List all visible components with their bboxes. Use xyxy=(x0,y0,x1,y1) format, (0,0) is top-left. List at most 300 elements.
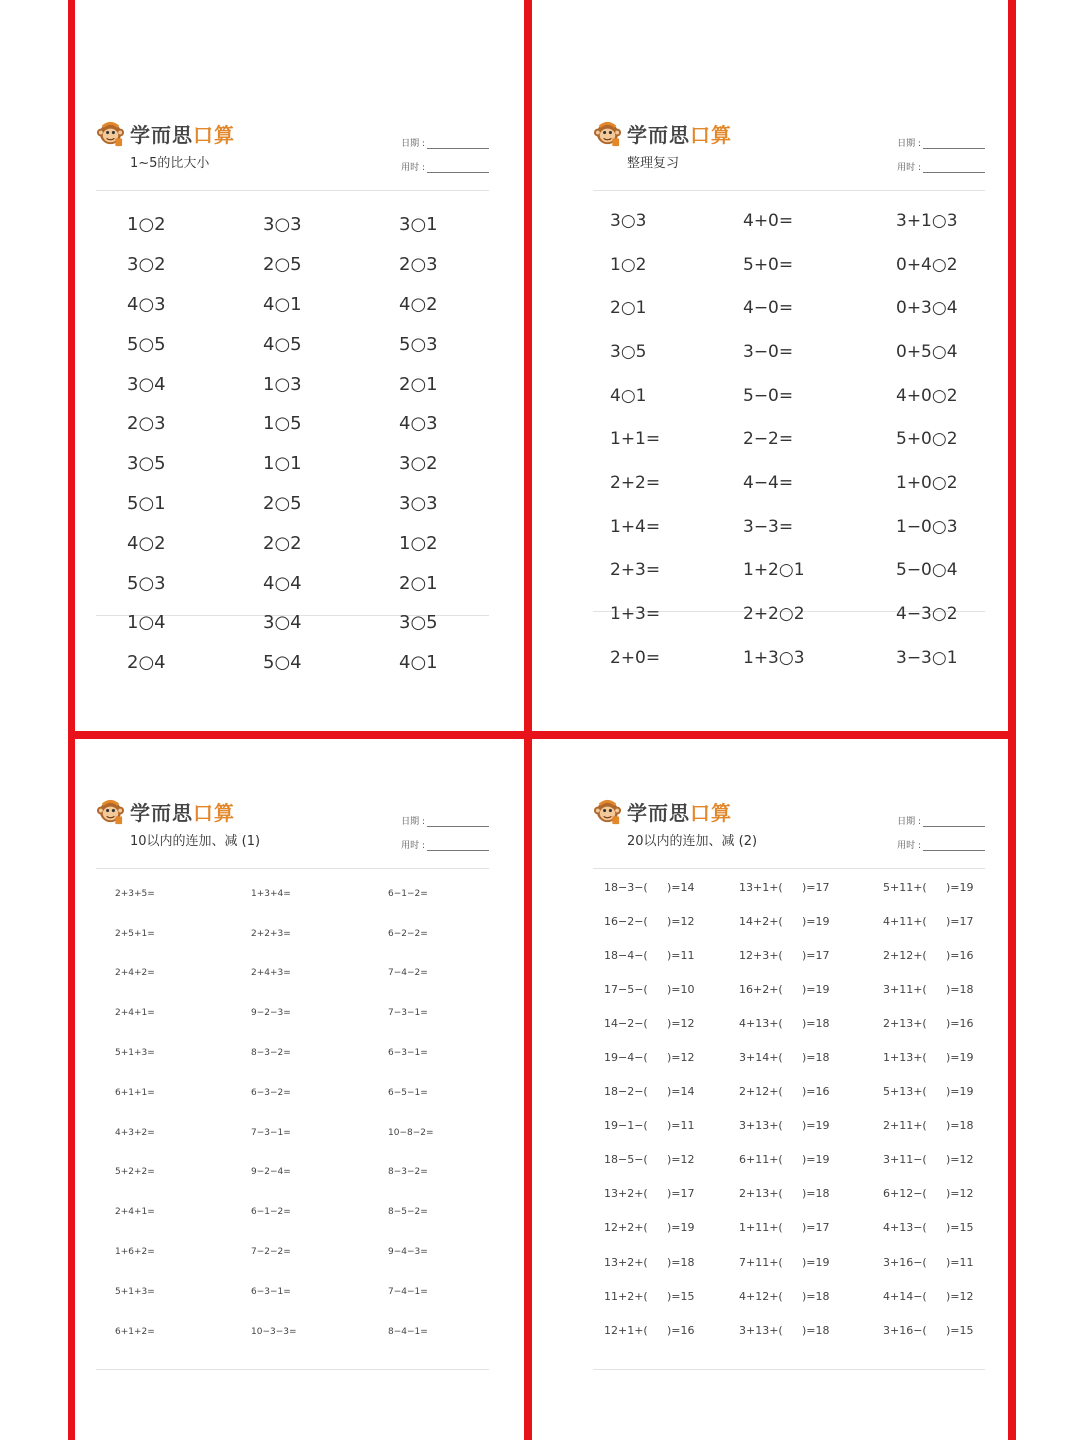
math-problem: 4○1 xyxy=(263,293,302,315)
math-problem: 4○5 xyxy=(263,333,302,355)
time-field xyxy=(897,149,985,173)
problem-row xyxy=(593,549,985,593)
problem-row xyxy=(96,324,489,364)
math-problem: 1+6+2= xyxy=(115,1247,155,1258)
problem-result: )=18 xyxy=(946,982,974,996)
math-problem: 3○2 xyxy=(127,254,166,276)
math-problem xyxy=(739,914,830,928)
math-problem: 2+3+5= xyxy=(115,888,155,899)
problem-result: )=17 xyxy=(802,948,830,962)
date-field-label: 日期 : xyxy=(897,817,921,827)
problem-expression: 4+13−( xyxy=(883,1221,927,1235)
problem-expression: 13+2+( xyxy=(604,1187,648,1201)
problem-result: )=19 xyxy=(802,1119,830,1133)
problem-expression: 12+1+( xyxy=(604,1323,648,1337)
math-problem xyxy=(739,1119,830,1133)
problem-result: )=11 xyxy=(946,1255,974,1269)
brand-name-main: 学而思 xyxy=(130,800,193,825)
math-problem: 3○5 xyxy=(610,341,647,362)
problem-result: )=12 xyxy=(946,1289,974,1303)
problem-row xyxy=(96,914,489,954)
math-problem: 2+2= xyxy=(610,472,661,493)
math-problem: 4+0= xyxy=(743,210,794,231)
problem-row xyxy=(593,1279,985,1313)
math-problem xyxy=(604,1016,695,1030)
math-problem xyxy=(739,1255,830,1269)
math-problem: 5○3 xyxy=(127,572,166,594)
math-problem: 3○3 xyxy=(610,210,647,231)
problem-result: )=14 xyxy=(667,880,695,894)
math-problem: 4−0= xyxy=(743,298,794,319)
problem-row xyxy=(96,1192,489,1232)
time-field-label: 用时 : xyxy=(897,163,921,173)
problem-row xyxy=(593,1143,985,1177)
worksheet-subtitle: 1~5的比大小 xyxy=(130,156,210,171)
monkey-mascot-icon xyxy=(593,797,622,826)
math-problem xyxy=(739,1016,830,1030)
time-field-label: 用时 : xyxy=(897,841,921,851)
date-field-label: 日期 : xyxy=(401,139,425,149)
math-problem: 5○5 xyxy=(127,333,166,355)
brand-name-accent: 口算 xyxy=(193,122,235,147)
problem-result: )=19 xyxy=(802,914,830,928)
math-problem: 3−3○1 xyxy=(896,647,958,668)
problem-result: )=11 xyxy=(667,1119,695,1133)
problem-row xyxy=(593,1040,985,1074)
problem-result: )=19 xyxy=(667,1221,695,1235)
problem-expression: 14−2−( xyxy=(604,1016,648,1030)
problem-row xyxy=(593,1109,985,1143)
math-problem: 4−3○2 xyxy=(896,604,958,625)
problem-row xyxy=(593,870,985,904)
math-problem: 2○3 xyxy=(399,254,438,276)
math-problem: 1+3+4= xyxy=(251,888,291,899)
date-field-blank-line xyxy=(427,138,489,149)
brand-name-accent: 口算 xyxy=(193,800,235,825)
time-field xyxy=(401,827,489,851)
problem-row xyxy=(96,954,489,994)
problem-expression: 18−4−( xyxy=(604,948,648,962)
math-problem xyxy=(883,982,974,996)
math-problem xyxy=(604,1085,695,1099)
problem-row xyxy=(593,1177,985,1211)
problem-result: )=16 xyxy=(802,1085,830,1099)
problem-expression: 18−2−( xyxy=(604,1085,648,1099)
problem-expression: 4+13+( xyxy=(739,1016,783,1030)
problem-expression: 18−3−( xyxy=(604,880,648,894)
math-problem: 4○4 xyxy=(263,572,302,594)
problem-row xyxy=(593,1245,985,1279)
time-field-label: 用时 : xyxy=(401,841,425,851)
problem-expression: 6+11+( xyxy=(739,1153,783,1167)
problem-expression: 2+11+( xyxy=(883,1119,927,1133)
problem-row xyxy=(593,904,985,938)
math-problem xyxy=(739,880,830,894)
problem-expression: 2+12+( xyxy=(739,1085,783,1099)
problem-row xyxy=(593,417,985,461)
math-problem xyxy=(604,1153,695,1167)
date-field-blank-line xyxy=(427,816,489,827)
brand-name xyxy=(130,797,235,826)
problem-row xyxy=(96,603,489,643)
problem-row xyxy=(96,404,489,444)
problem-expression: 16+2+( xyxy=(739,982,783,996)
date-field xyxy=(401,803,489,827)
math-problem: 2○2 xyxy=(263,532,302,554)
problem-expression: 14+2+( xyxy=(739,914,783,928)
problem-result: )=15 xyxy=(667,1289,695,1303)
worksheet-subtitle: 10以内的连加、减 (1) xyxy=(130,834,261,849)
math-problem: 1+3= xyxy=(610,604,661,625)
problem-grid xyxy=(593,870,985,1347)
problem-row xyxy=(96,1272,489,1312)
brand-logo xyxy=(593,118,732,148)
brand-name-main: 学而思 xyxy=(627,122,690,147)
worksheet-subtitle: 整理复习 xyxy=(627,156,680,171)
math-problem: 8−5−2= xyxy=(388,1207,428,1218)
math-problem xyxy=(604,982,695,996)
problem-row xyxy=(593,636,985,680)
math-problem xyxy=(604,1119,695,1133)
problem-row xyxy=(593,938,985,972)
math-problem xyxy=(604,914,695,928)
math-problem xyxy=(883,948,974,962)
math-problem: 1○3 xyxy=(263,373,302,395)
brand-name-main: 学而思 xyxy=(627,800,690,825)
problem-row xyxy=(96,1033,489,1073)
worksheet-1 xyxy=(96,112,489,674)
problem-row xyxy=(96,563,489,603)
math-problem: 2+3= xyxy=(610,560,661,581)
math-problem xyxy=(739,1187,830,1201)
math-problem: 7−4−1= xyxy=(388,1286,428,1297)
math-problem: 5−0○4 xyxy=(896,560,958,581)
math-problem xyxy=(739,1323,830,1337)
problem-result: )=12 xyxy=(667,1051,695,1065)
math-problem xyxy=(604,1187,695,1201)
problem-row xyxy=(593,199,985,243)
math-problem: 4○1 xyxy=(610,385,647,406)
monkey-mascot-icon xyxy=(96,119,125,148)
brand-name xyxy=(627,119,732,148)
problem-result: )=16 xyxy=(667,1323,695,1337)
date-time-fields xyxy=(401,125,489,173)
math-problem: 2○1 xyxy=(610,298,647,319)
problem-row xyxy=(96,484,489,524)
problem-result: )=15 xyxy=(946,1323,974,1337)
date-field-label: 日期 : xyxy=(401,817,425,827)
problem-expression: 6+12−( xyxy=(883,1187,927,1201)
problem-expression: 3+13+( xyxy=(739,1323,783,1337)
time-field-blank-line xyxy=(427,162,489,173)
math-problem: 1○2 xyxy=(399,532,438,554)
time-field-blank-line xyxy=(427,840,489,851)
math-problem: 7−3−1= xyxy=(388,1008,428,1019)
worksheet-subtitle: 20以内的连加、减 (2) xyxy=(627,834,758,849)
problem-row xyxy=(96,245,489,285)
math-problem: 4○3 xyxy=(399,413,438,435)
problem-row xyxy=(593,505,985,549)
time-field xyxy=(897,827,985,851)
math-problem: 5○3 xyxy=(399,333,438,355)
math-problem: 1○5 xyxy=(263,413,302,435)
math-problem: 6−3−1= xyxy=(251,1286,291,1297)
math-problem: 6+1+2= xyxy=(115,1326,155,1337)
math-problem: 5+0= xyxy=(743,254,794,275)
math-problem xyxy=(883,1016,974,1030)
problem-result: )=12 xyxy=(946,1187,974,1201)
math-problem: 9−2−3= xyxy=(251,1008,291,1019)
math-problem: 2+2+3= xyxy=(251,928,291,939)
math-problem: 1○2 xyxy=(127,214,166,236)
math-problem: 4○3 xyxy=(127,293,166,315)
math-problem xyxy=(883,1255,974,1269)
problem-expression: 12+2+( xyxy=(604,1221,648,1235)
math-problem xyxy=(883,1187,974,1201)
math-problem xyxy=(883,1323,974,1337)
math-problem: 4−4= xyxy=(743,472,794,493)
date-time-fields xyxy=(897,803,985,851)
problem-expression: 11+2+( xyxy=(604,1289,648,1303)
math-problem: 8−4−1= xyxy=(388,1326,428,1337)
problem-result: )=12 xyxy=(667,914,695,928)
math-problem: 2+4+1= xyxy=(115,1008,155,1019)
time-field-blank-line xyxy=(923,840,985,851)
math-problem xyxy=(739,1085,830,1099)
math-problem xyxy=(604,1255,695,1269)
monkey-mascot-icon xyxy=(96,797,125,826)
math-problem xyxy=(739,1153,830,1167)
problem-expression: 3+11+( xyxy=(883,982,927,996)
problem-expression: 3+14+( xyxy=(739,1051,783,1065)
math-problem: 6−3−2= xyxy=(251,1087,291,1098)
problem-result: )=19 xyxy=(802,1153,830,1167)
math-problem: 0+3○4 xyxy=(896,298,958,319)
brand-name-accent: 口算 xyxy=(690,122,732,147)
problem-row xyxy=(96,1073,489,1113)
time-field-blank-line xyxy=(923,162,985,173)
math-problem: 1○2 xyxy=(610,254,647,275)
sheet-header xyxy=(96,112,489,191)
time-field-label: 用时 : xyxy=(401,163,425,173)
sheet-header xyxy=(593,790,985,869)
math-problem: 2○4 xyxy=(127,652,166,674)
problem-expression: 12+3+( xyxy=(739,948,783,962)
problem-result: )=18 xyxy=(802,1323,830,1337)
math-problem: 8−3−2= xyxy=(388,1167,428,1178)
problem-row xyxy=(96,1113,489,1153)
problem-area xyxy=(96,869,489,1370)
problem-row xyxy=(593,243,985,287)
problem-result: )=19 xyxy=(802,982,830,996)
date-field-label: 日期 : xyxy=(897,139,921,149)
problem-expression: 4+14−( xyxy=(883,1289,927,1303)
math-problem: 8−3−2= xyxy=(251,1048,291,1059)
math-problem: 9−2−4= xyxy=(251,1167,291,1178)
problem-expression: 1+13+( xyxy=(883,1051,927,1065)
problem-row xyxy=(593,374,985,418)
math-problem: 1+2○1 xyxy=(743,560,805,581)
problem-result: )=17 xyxy=(802,1221,830,1235)
brand-name xyxy=(130,119,235,148)
math-problem: 5+0○2 xyxy=(896,429,958,450)
brand-name-accent: 口算 xyxy=(690,800,732,825)
monkey-mascot-icon xyxy=(593,119,622,148)
math-problem: 0+4○2 xyxy=(896,254,958,275)
brand-logo xyxy=(96,118,235,148)
problem-row xyxy=(96,444,489,484)
problem-row xyxy=(96,523,489,563)
math-problem xyxy=(739,948,830,962)
math-problem: 1○4 xyxy=(127,612,166,634)
worksheet-4 xyxy=(593,790,985,1370)
problem-result: )=19 xyxy=(946,1051,974,1065)
brand-logo xyxy=(593,796,732,826)
problem-area xyxy=(593,869,985,1370)
problem-row xyxy=(96,364,489,404)
math-problem xyxy=(739,1051,830,1065)
math-problem: 2+2○2 xyxy=(743,604,805,625)
worksheet-2 xyxy=(593,112,985,668)
math-problem: 1+4= xyxy=(610,516,661,537)
brand-name xyxy=(627,797,732,826)
problem-result: )=17 xyxy=(802,880,830,894)
math-problem: 2−2= xyxy=(743,429,794,450)
problem-result: )=12 xyxy=(946,1153,974,1167)
problem-row xyxy=(96,205,489,245)
problem-row xyxy=(593,286,985,330)
problem-row xyxy=(593,1211,985,1245)
time-field xyxy=(401,149,489,173)
math-problem: 2○1 xyxy=(399,373,438,395)
red-divider-left xyxy=(68,0,75,1440)
problem-result: )=10 xyxy=(667,982,695,996)
problem-expression: 17−5−( xyxy=(604,982,648,996)
math-problem: 1+0○2 xyxy=(896,472,958,493)
problem-expression: 4+11+( xyxy=(883,914,927,928)
problem-expression: 3+16−( xyxy=(883,1323,927,1337)
sheet-header xyxy=(96,790,489,869)
problem-row xyxy=(96,1153,489,1193)
math-problem xyxy=(883,1051,974,1065)
math-problem: 2○5 xyxy=(263,254,302,276)
problem-grid xyxy=(593,199,985,680)
sheet-header xyxy=(593,112,985,191)
math-problem: 3○5 xyxy=(127,453,166,475)
math-problem: 3+1○3 xyxy=(896,210,958,231)
problem-result: )=18 xyxy=(946,1119,974,1133)
math-problem: 2+4+2= xyxy=(115,968,155,979)
problem-row xyxy=(593,972,985,1006)
problem-row xyxy=(593,1006,985,1040)
problem-result: )=16 xyxy=(946,1016,974,1030)
problem-result: )=18 xyxy=(802,1187,830,1201)
problem-expression: 2+12+( xyxy=(883,948,927,962)
math-problem xyxy=(883,1289,974,1303)
math-problem: 2○3 xyxy=(127,413,166,435)
problem-result: )=15 xyxy=(946,1221,974,1235)
math-problem: 3○2 xyxy=(399,453,438,475)
date-time-fields xyxy=(897,125,985,173)
brand-name-main: 学而思 xyxy=(130,122,193,147)
problem-result: )=17 xyxy=(667,1187,695,1201)
math-problem: 5○4 xyxy=(263,652,302,674)
math-problem xyxy=(604,1051,695,1065)
math-problem: 2+0= xyxy=(610,647,661,668)
problem-grid xyxy=(96,874,489,1352)
date-field xyxy=(897,803,985,827)
math-problem: 3○3 xyxy=(263,214,302,236)
red-divider-right xyxy=(1008,0,1016,1440)
math-problem: 1−0○3 xyxy=(896,516,958,537)
problem-expression: 2+13+( xyxy=(883,1016,927,1030)
problem-expression: 19−1−( xyxy=(604,1119,648,1133)
math-problem: 6−1−2= xyxy=(251,1207,291,1218)
problem-expression: 5+13+( xyxy=(883,1085,927,1099)
math-problem: 4+3+2= xyxy=(115,1127,155,1138)
math-problem: 2+4+3= xyxy=(251,968,291,979)
problem-row xyxy=(96,1312,489,1352)
problem-expression: 3+11−( xyxy=(883,1153,927,1167)
math-problem: 7−2−2= xyxy=(251,1247,291,1258)
problem-result: )=19 xyxy=(946,1085,974,1099)
problem-row xyxy=(96,1232,489,1272)
math-problem xyxy=(883,1119,974,1133)
problem-result: )=17 xyxy=(946,914,974,928)
math-problem: 3○4 xyxy=(263,612,302,634)
problem-expression: 1+11+( xyxy=(739,1221,783,1235)
math-problem: 5+1+3= xyxy=(115,1286,155,1297)
math-problem: 2○1 xyxy=(399,572,438,594)
math-problem: 1+1= xyxy=(610,429,661,450)
worksheet-3 xyxy=(96,790,489,1370)
problem-row xyxy=(593,592,985,636)
problem-result: )=12 xyxy=(667,1016,695,1030)
math-problem xyxy=(604,1323,695,1337)
math-problem: 1○1 xyxy=(263,453,302,475)
math-problem xyxy=(739,982,830,996)
math-problem: 10−8−2= xyxy=(388,1127,434,1138)
problem-expression: 13+2+( xyxy=(604,1255,648,1269)
math-problem: 5+1+3= xyxy=(115,1048,155,1059)
problem-row xyxy=(593,330,985,374)
math-problem: 6−2−2= xyxy=(388,928,428,939)
problem-expression: 13+1+( xyxy=(739,880,783,894)
problem-expression: 16−2−( xyxy=(604,914,648,928)
math-problem: 2+5+1= xyxy=(115,928,155,939)
math-problem: 0+5○4 xyxy=(896,341,958,362)
problem-row xyxy=(593,1075,985,1109)
math-problem: 10−3−3= xyxy=(251,1326,297,1337)
problem-row xyxy=(593,461,985,505)
math-problem: 5○1 xyxy=(127,492,166,514)
math-problem xyxy=(883,914,974,928)
problem-result: )=12 xyxy=(667,1153,695,1167)
problem-result: )=18 xyxy=(802,1289,830,1303)
math-problem: 3○3 xyxy=(399,492,438,514)
math-problem: 2+4+1= xyxy=(115,1207,155,1218)
problem-result: )=11 xyxy=(667,948,695,962)
math-problem: 3−0= xyxy=(743,341,794,362)
math-problem: 7−3−1= xyxy=(251,1127,291,1138)
date-field-blank-line xyxy=(923,138,985,149)
math-problem xyxy=(739,1221,830,1235)
problem-result: )=18 xyxy=(667,1255,695,1269)
problem-expression: 3+16−( xyxy=(883,1255,927,1269)
red-divider-horizontal xyxy=(68,731,1016,739)
brand-logo xyxy=(96,796,235,826)
math-problem: 6−3−1= xyxy=(388,1048,428,1059)
